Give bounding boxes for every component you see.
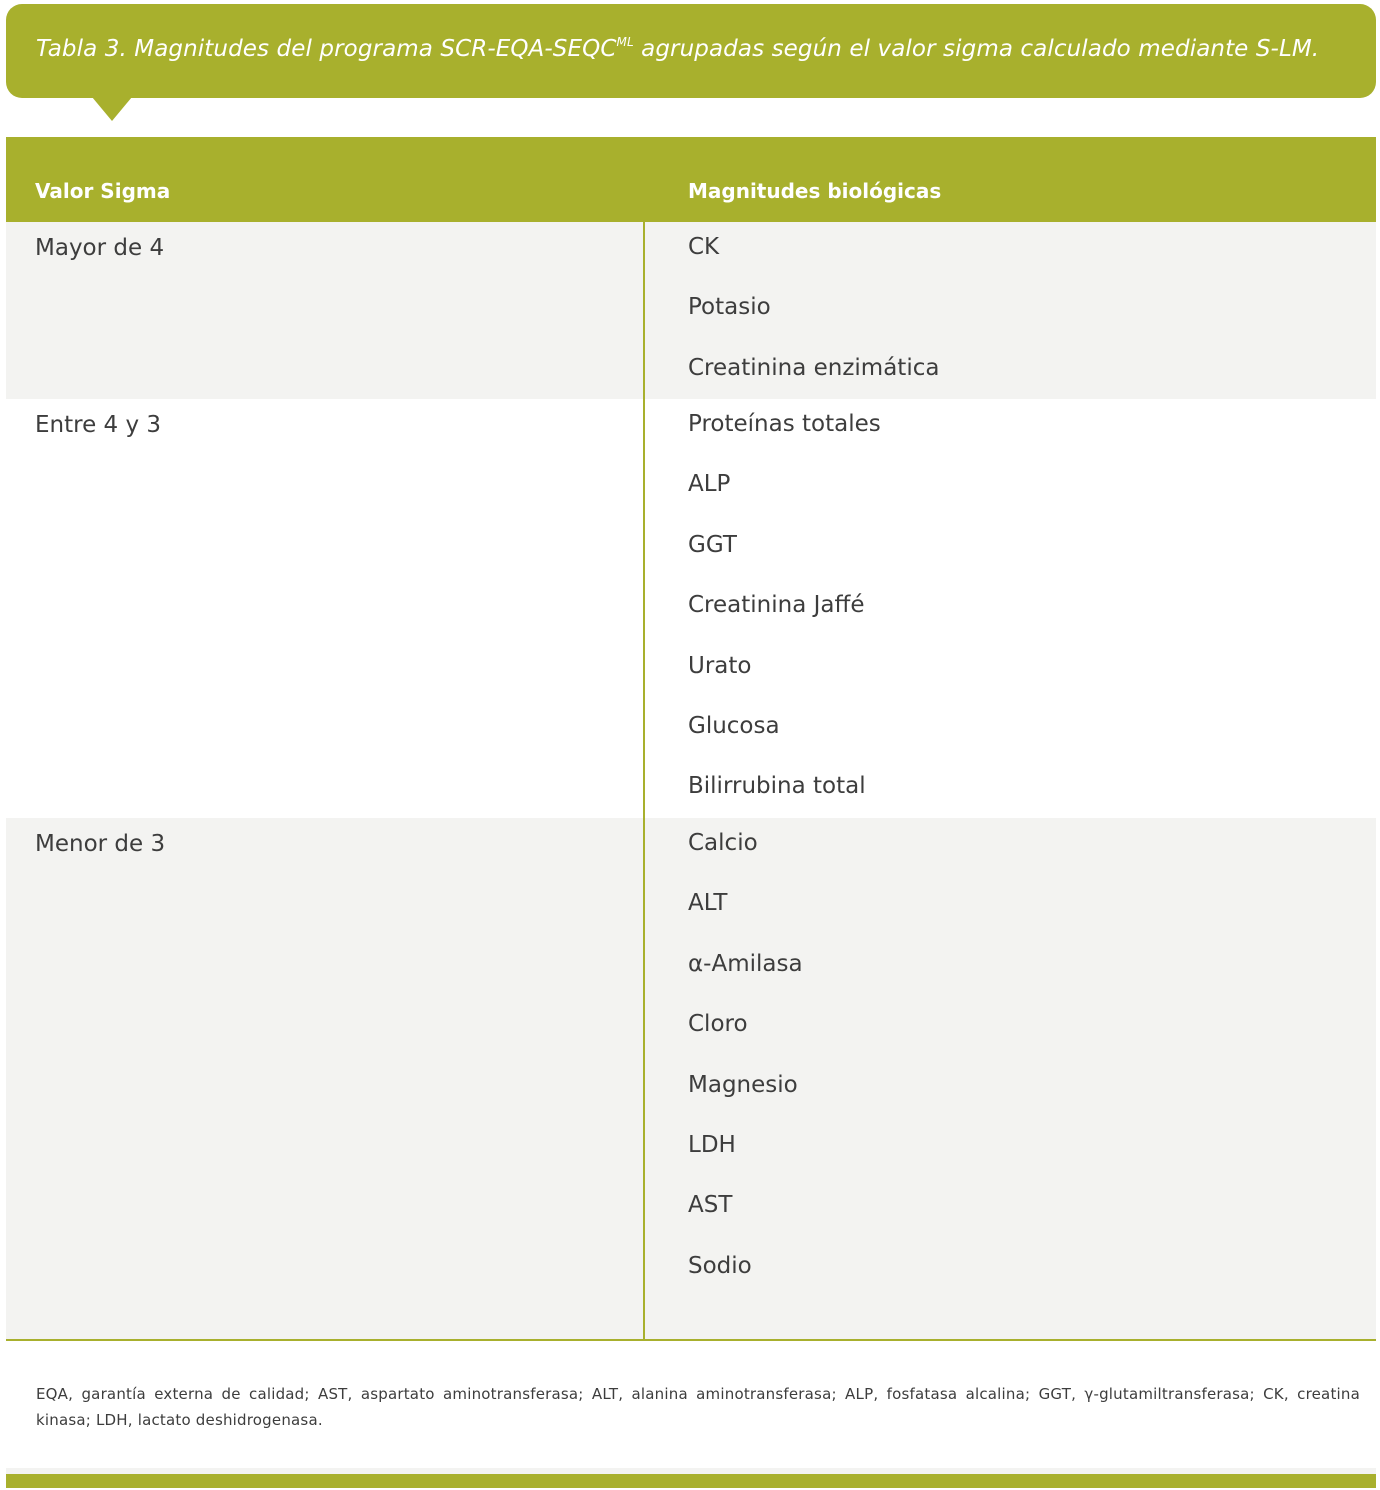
magnitude-item: Proteínas totales [688, 411, 881, 437]
magnitudes-list [688, 818, 803, 1301]
sigma-table [6, 137, 1376, 1339]
magnitude-item: Magnesio [688, 1071, 798, 1098]
magnitude-item: Bilirrubina total [688, 773, 866, 800]
column-divider [643, 222, 645, 399]
magnitude-item: CK [688, 234, 720, 260]
magnitude-item: Cloro [688, 1011, 748, 1038]
magnitude-item: GGT [688, 531, 737, 558]
header-sigma: Valor Sigma [35, 179, 171, 203]
table-group [6, 818, 1376, 1339]
column-divider [643, 399, 645, 818]
table-bottom-rule [6, 1339, 1376, 1341]
magnitude-item: Potasio [688, 294, 771, 321]
table-header [6, 137, 1376, 222]
magnitude-item: α-Amilasa [688, 950, 803, 977]
magnitudes-list [688, 222, 939, 403]
bottom-bar [6, 1474, 1376, 1488]
caption-text-before: Magnitudes del programa SCR-EQA-SEQC [134, 36, 617, 62]
column-divider [643, 818, 645, 1339]
magnitude-item: ALT [688, 890, 728, 917]
magnitude-item: AST [688, 1192, 733, 1219]
table-footnote: EQA, garantía externa de calidad; AST, aspartato aminotransferasa; ALT, alanina aminotransferasa; ALP, fosfatasa alcalina; GGT, γ-glutamiltransferasa; CK, creatina kinasa; LDH, lactato deshidrogenasa. [36, 1385, 1360, 1429]
table-group [6, 222, 1376, 399]
sigma-value: Menor de 3 [35, 831, 166, 857]
magnitude-item: ALP [688, 471, 731, 498]
sigma-value: Mayor de 4 [35, 235, 165, 261]
table-caption [36, 36, 1319, 62]
caption-text-after: agrupadas según el valor sigma calculado mediante S-LM. [641, 36, 1320, 62]
sigma-value: Entre 4 y 3 [35, 412, 162, 438]
magnitude-item: Creatinina Jaffé [688, 592, 865, 619]
magnitude-item: Glucosa [688, 712, 780, 739]
table-group [6, 399, 1376, 818]
magnitude-item: Calcio [688, 830, 758, 856]
table-caption-box [6, 4, 1376, 98]
caption-label: Tabla 3. [36, 36, 127, 62]
magnitude-item: Sodio [688, 1252, 752, 1279]
magnitudes-list [688, 399, 881, 822]
header-magnitudes: Magnitudes biológicas [688, 179, 942, 203]
magnitude-item: LDH [688, 1131, 736, 1158]
caption-superscript: ML [616, 35, 634, 49]
magnitude-item: Creatinina enzimática [688, 354, 940, 381]
caption-pointer [92, 97, 132, 121]
magnitude-item: Urato [688, 652, 752, 679]
